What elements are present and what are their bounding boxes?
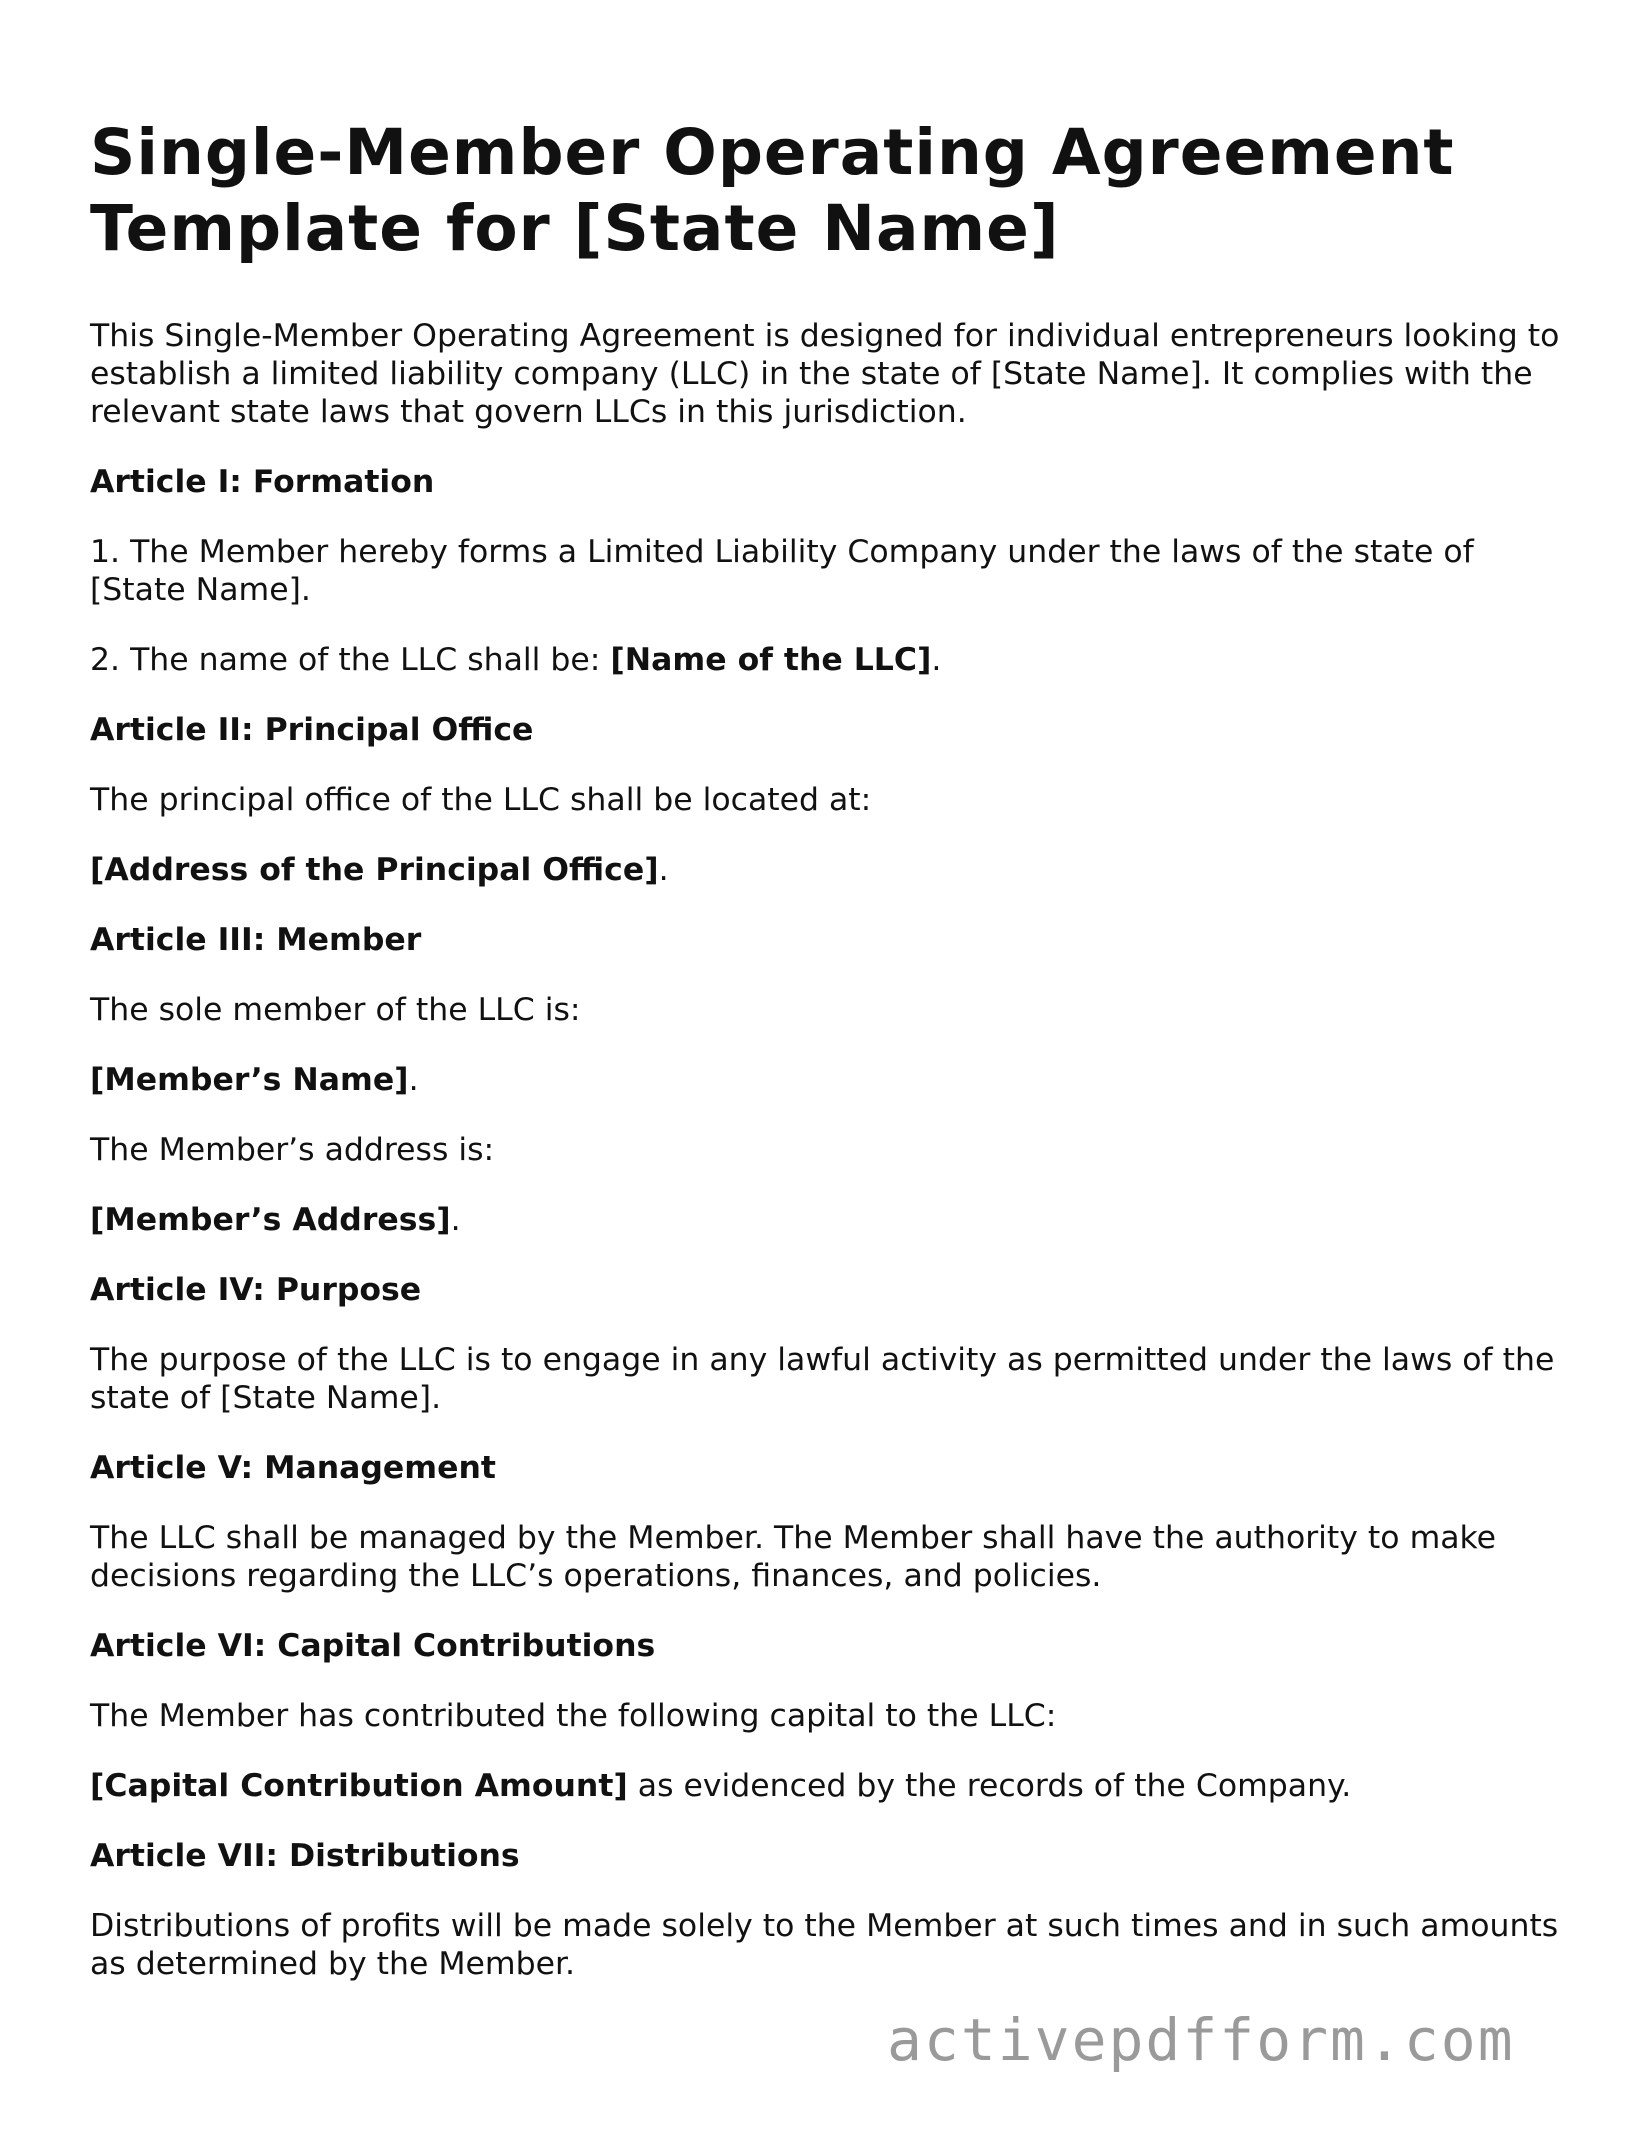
member-name-suffix: . xyxy=(408,1062,419,1098)
capital-amount-suffix: as evidenced by the records of the Company. xyxy=(627,1768,1352,1804)
member-name-placeholder: [Member’s Name] xyxy=(90,1062,409,1098)
article-7-text: Distributions of profits will be made solely to the Member at such times and in such amounts as determined by the Member. xyxy=(90,1908,1559,1982)
article-2-suffix: . xyxy=(658,852,669,888)
article-4-heading: Article IV: Purpose xyxy=(90,1272,422,1308)
watermark-text: activepdfform.com xyxy=(887,2006,1515,2074)
member-address-suffix: . xyxy=(450,1202,461,1238)
article-2-address xyxy=(90,851,1570,889)
article-3-address-text: The Member’s address is: xyxy=(90,1132,495,1168)
document-title: Single-Member Operating Agreement Template for [State Name] xyxy=(90,116,1455,265)
intro-paragraph: This Single-Member Operating Agreement is designed for individual entrepreneurs looking to establish a limited liability company (LLC) in the state of [State Name]. It complies with the relevant state laws that govern LLCs in this jurisdiction. xyxy=(90,318,1560,430)
article-3-text: The sole member of the LLC is: xyxy=(90,992,581,1028)
article-3-heading: Article III: Member xyxy=(90,922,422,958)
article-1-item-1: 1. The Member hereby forms a Limited Liability Company under the laws of the state of [State Name]. xyxy=(90,534,1474,608)
article-6-text: The Member has contributed the following capital to the LLC: xyxy=(90,1698,1057,1734)
member-address-placeholder: [Member’s Address] xyxy=(90,1202,451,1238)
capital-amount-placeholder: [Capital Contribution Amount] xyxy=(90,1768,628,1804)
article-7-heading: Article VII: Distributions xyxy=(90,1838,520,1874)
principal-office-placeholder: [Address of the Principal Office] xyxy=(90,852,659,888)
article-6-amount xyxy=(90,1767,1570,1805)
article-3-member-name xyxy=(90,1061,1570,1099)
article-4-text: The purpose of the LLC is to engage in any lawful activity as permitted under the laws of the state of [State Name]. xyxy=(90,1342,1555,1416)
article-1-heading: Article I: Formation xyxy=(90,464,435,500)
article-2-text: The principal office of the LLC shall be located at: xyxy=(90,782,872,818)
article-6-heading: Article VI: Capital Contributions xyxy=(90,1628,656,1664)
article-3-member-address xyxy=(90,1201,1570,1239)
article-5-heading: Article V: Management xyxy=(90,1450,496,1486)
article-1-item-2-suffix: . xyxy=(931,642,942,678)
document-page xyxy=(90,115,1570,2015)
article-2-heading: Article II: Principal Office xyxy=(90,712,534,748)
llc-name-placeholder: [Name of the LLC] xyxy=(610,642,932,678)
article-5-text: The LLC shall be managed by the Member. The Member shall have the authority to make decisions regarding the LLC’s operations, finances, and policies. xyxy=(90,1520,1497,1594)
article-1-item-2 xyxy=(90,641,1570,679)
article-1-item-2-prefix: 2. The name of the LLC shall be: xyxy=(90,642,611,678)
